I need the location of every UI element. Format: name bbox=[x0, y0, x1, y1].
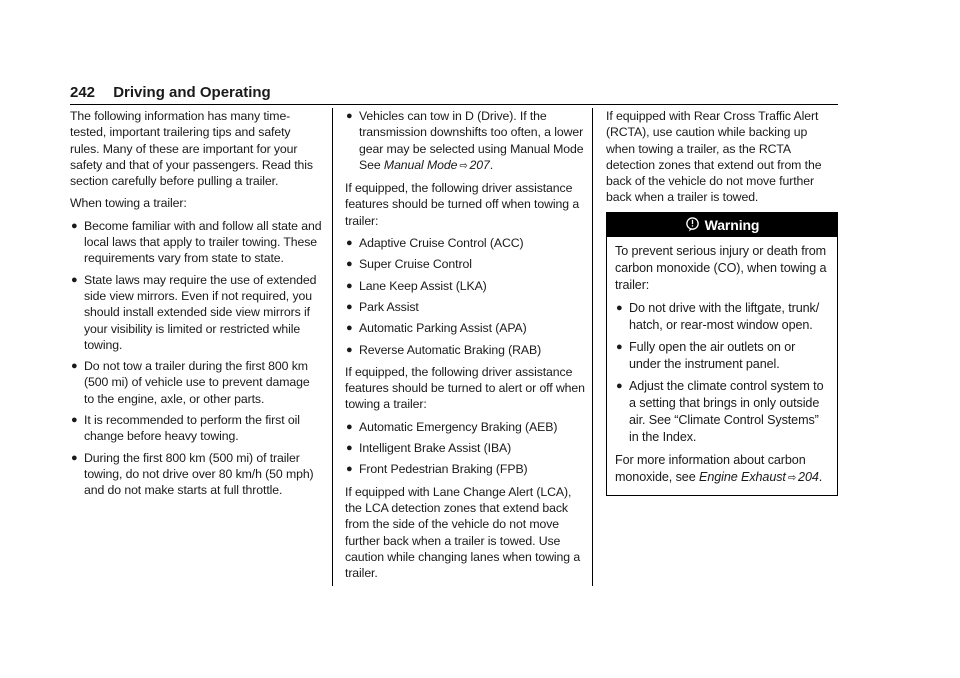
list-item: ● Fully open the air outlets on or under the instrument panel. bbox=[616, 339, 796, 371]
list-item: ● Reverse Automatic Braking (RAB) bbox=[346, 342, 542, 357]
list-item: ● Do not drive with the liftgate, trunk/ hatch, or rear-most window open. bbox=[616, 300, 820, 332]
bullet-icon: ● bbox=[71, 414, 78, 427]
list-item: ● Automatic Parking Assist (APA) bbox=[346, 321, 527, 336]
list-item: ● Automatic Emergency Braking (AEB) bbox=[346, 419, 558, 434]
column-divider bbox=[332, 108, 333, 586]
assist-alert-intro: If equipped, the following driver assistance features should be turned to alert or off when towing a trailer: bbox=[345, 364, 585, 412]
bullet-icon: ● bbox=[71, 273, 78, 286]
warning-icon bbox=[685, 214, 700, 238]
bullet-icon: ● bbox=[71, 219, 78, 232]
list-item: ● Intelligent Brake Assist (IBA) bbox=[346, 441, 512, 456]
column-left bbox=[70, 108, 322, 505]
engine-exhaust-link[interactable]: Engine Exhaust bbox=[699, 469, 786, 484]
assist-off-intro: If equipped, the following driver assistance features should be turned off when towing a trailer: bbox=[345, 181, 580, 228]
column-right bbox=[606, 108, 838, 496]
list-item: ● Vehicles can tow in D (Drive). If the transmission downshifts too often, a lower gear may be selected using Manual Mode See Manual Mode ⇨ 207. bbox=[346, 109, 584, 172]
bullet-icon: ● bbox=[616, 379, 623, 392]
list-item: ● Lane Keep Assist (LKA) bbox=[346, 278, 487, 293]
warning-title: Warning bbox=[704, 216, 760, 233]
list-item: ● Front Pedestrian Braking (FPB) bbox=[346, 462, 528, 477]
column-middle bbox=[345, 108, 585, 587]
bullet-icon: ● bbox=[346, 463, 353, 476]
bullet-icon: ● bbox=[71, 451, 78, 464]
column-divider bbox=[592, 108, 593, 586]
lca-paragraph: If equipped with Lane Change Alert (LCA), the LCA detection zones that extend back from the side of the vehicle do not move further back when a trailer is towed. Use caution while changing lanes when towing a trailer. bbox=[345, 484, 581, 581]
bullet-icon: ● bbox=[346, 110, 353, 122]
bullet-icon: ● bbox=[346, 343, 353, 356]
bullet-icon: ● bbox=[616, 340, 623, 353]
list-item: ● Park Assist bbox=[346, 299, 419, 314]
intro-paragraph: The following information has many time-tested, important trailering tips and safety rules. Many of these are important for your safety and that of your passengers. Read this section carefully before pulling a trailer. bbox=[70, 109, 313, 189]
more-info-paragraph: For more information about carbon monoxide, see Engine Exhaust ⇨ 204. bbox=[615, 452, 823, 484]
list-item: ● State laws may require the use of extended side view mirrors. Even if not required, you should install extended side view mirrors if your visibility is limited or restricted while towing. bbox=[71, 272, 317, 352]
warning-bullet-list bbox=[615, 300, 829, 446]
bullet-icon: ● bbox=[346, 420, 353, 433]
drive-bullet-list bbox=[345, 108, 585, 174]
when-towing-label: When towing a trailer: bbox=[70, 196, 187, 211]
page-ref-arrow-icon: ⇨ bbox=[787, 471, 797, 484]
list-item: ● Adjust the climate control system to a setting that brings in only outside air. See “Climate Control Systems” in the Index. bbox=[616, 378, 824, 444]
warning-header bbox=[607, 213, 837, 237]
list-item: ● During the first 800 km (500 mi) of trailer towing, do not drive over 80 km/h (50 mph) and do not make starts at full throttle. bbox=[71, 450, 314, 498]
bullet-icon: ● bbox=[616, 301, 623, 314]
manual-mode-link[interactable]: Manual Mode bbox=[383, 157, 458, 172]
assist-off-list bbox=[345, 235, 585, 358]
list-item: ● It is recommended to perform the first oil change before heavy towing. bbox=[71, 413, 300, 444]
warning-body bbox=[607, 237, 837, 495]
page-ref-number[interactable]: 204 bbox=[798, 469, 819, 484]
list-item: ● Do not tow a trailer during the first 800 km (500 mi) of vehicle use to prevent damage to the engine, axle, or other parts. bbox=[71, 359, 310, 406]
bullet-icon: ● bbox=[346, 237, 353, 250]
page-ref-arrow-icon: ⇨ bbox=[459, 159, 468, 172]
list-item: ● Become familiar with and follow all state and local laws that apply to trailer towing. These requirements vary from state to state. bbox=[71, 218, 322, 266]
rcta-paragraph: If equipped with Rear Cross Traffic Alert (RCTA), use caution while backing up when towing a trailer, as the RCTA detection zones that extend out from the back of the vehicle do not move further back when a trailer is towed. bbox=[606, 109, 822, 205]
warning-box bbox=[606, 212, 838, 496]
warning-intro: To prevent serious injury or death from carbon monoxide (CO), when towing a trailer: bbox=[615, 243, 827, 292]
bullet-icon: ● bbox=[346, 279, 353, 292]
bullet-icon: ● bbox=[346, 258, 353, 271]
assist-alert-list bbox=[345, 419, 585, 478]
towing-bullet-list bbox=[70, 218, 322, 499]
page-ref-number[interactable]: 207 bbox=[469, 157, 490, 172]
list-item: ● Super Cruise Control bbox=[346, 257, 472, 272]
bullet-icon: ● bbox=[346, 442, 353, 455]
page-header bbox=[70, 84, 838, 105]
list-item: ● Adaptive Cruise Control (ACC) bbox=[346, 236, 524, 251]
bullet-icon: ● bbox=[346, 322, 353, 335]
bullet-icon: ● bbox=[346, 300, 353, 313]
bullet-icon: ● bbox=[71, 360, 78, 373]
section-title: Driving and Operating bbox=[113, 84, 271, 101]
page-number: 242 bbox=[70, 84, 96, 101]
